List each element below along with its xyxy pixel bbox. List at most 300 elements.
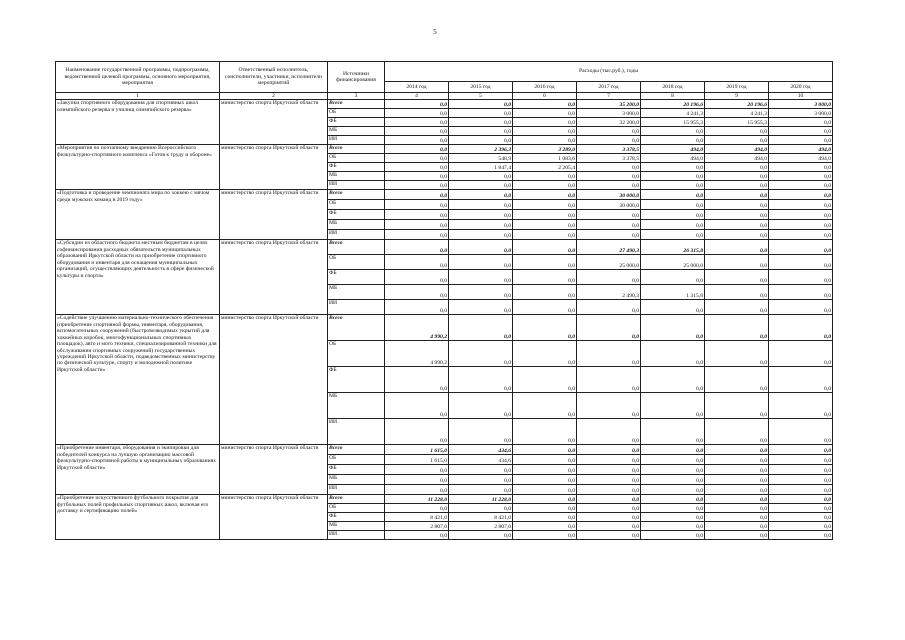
expense-value: 0,0: [769, 163, 833, 172]
expense-value: 3 289,0: [513, 145, 577, 154]
expense-value: 0,0: [641, 367, 705, 393]
expense-value: 0,0: [513, 270, 577, 285]
header-column-number: 4: [385, 93, 449, 100]
expense-value: 0,0: [513, 465, 577, 475]
funding-source: ОБ: [328, 455, 385, 465]
expense-value: 0,0: [769, 315, 833, 341]
page-number: 5: [433, 28, 437, 36]
expense-value: 494,0: [641, 154, 705, 163]
expense-value: 0,0: [769, 127, 833, 136]
expense-value: 0,0: [705, 210, 769, 220]
expense-value: 0,0: [769, 270, 833, 285]
expense-value: 0,0: [577, 445, 641, 455]
measure-name: «Подготовка и проведение чемпионата мира по хоккею с мячом среди мужских команд в 2019 году»: [56, 190, 220, 240]
expense-value: 35 200,0: [577, 100, 641, 109]
expense-value: 0,0: [769, 200, 833, 210]
expense-value: 0,0: [385, 190, 449, 200]
expense-value: 0,0: [449, 127, 513, 136]
expense-value: 11 228,0: [449, 495, 513, 504]
expense-value: 0,0: [769, 240, 833, 255]
expense-value: 0,0: [449, 230, 513, 240]
expense-value: 0,0: [769, 455, 833, 465]
expense-value: 0,0: [513, 513, 577, 522]
table-row: [56, 445, 833, 455]
table-row: [56, 100, 833, 109]
expense-value: 0,0: [449, 270, 513, 285]
expense-value: 0,0: [769, 285, 833, 300]
expense-value: 0,0: [577, 513, 641, 522]
measure-name: «Приобретение инвентаря, оборудования и экипировки для победителей конкурса на лучшую организацию массовой физкультурно-спортивной работы в муниципальных образованиях Иркутской области»: [56, 445, 220, 495]
expense-value: 1 615,0: [385, 455, 449, 465]
expense-value: 0,0: [641, 419, 705, 445]
expense-value: 0,0: [385, 163, 449, 172]
table-row: [56, 495, 833, 504]
expense-value: 0,0: [385, 240, 449, 255]
expense-value: 0,0: [705, 531, 769, 540]
expense-value: 0,0: [705, 445, 769, 455]
expense-value: 0,0: [513, 100, 577, 109]
expense-value: 25 000,0: [641, 255, 705, 270]
expense-value: 0,0: [449, 475, 513, 485]
expense-value: 8 421,0: [449, 513, 513, 522]
expense-value: 0,0: [449, 181, 513, 190]
expense-value: 0,0: [641, 485, 705, 495]
header-year: 2014 год: [385, 82, 449, 93]
expense-value: 30 000,0: [577, 190, 641, 200]
expense-value: 0,0: [577, 230, 641, 240]
expense-value: 0,0: [513, 230, 577, 240]
expense-value: 0,0: [385, 181, 449, 190]
funding-source: МБ: [328, 393, 385, 419]
expense-value: 0,0: [705, 270, 769, 285]
expense-value: 3 000,0: [769, 109, 833, 118]
responsible-executor: министерство спорта Иркутской области: [220, 315, 328, 445]
expense-value: 0,0: [769, 522, 833, 531]
expense-value: 0,0: [385, 419, 449, 445]
expense-value: 0,0: [705, 163, 769, 172]
expense-value: 0,0: [449, 100, 513, 109]
header-year: 2020 год: [769, 82, 833, 93]
expense-value: 4 990,2: [385, 341, 449, 367]
expense-value: 0,0: [705, 393, 769, 419]
expense-value: 0,0: [641, 475, 705, 485]
expense-value: 0,0: [449, 200, 513, 210]
expense-value: 4 990,2: [385, 315, 449, 341]
table-row: [56, 190, 833, 200]
expense-value: 0,0: [641, 513, 705, 522]
expense-value: 0,0: [577, 220, 641, 230]
expense-value: 0,0: [769, 419, 833, 445]
expense-value: 0,0: [577, 485, 641, 495]
expense-value: 1 083,6: [513, 154, 577, 163]
expense-value: 0,0: [385, 172, 449, 181]
funding-source: ФБ: [328, 210, 385, 220]
measure-name: «Закупки спортивного оборудования для спортивных школ олимпийского резерва и училищ олимпийского резерва»: [56, 100, 220, 145]
expense-value: 0,0: [769, 513, 833, 522]
expense-value: 0,0: [513, 190, 577, 200]
funding-source: ИИ: [328, 300, 385, 315]
expense-value: 0,0: [769, 300, 833, 315]
expense-value: 0,0: [577, 504, 641, 513]
expense-value: 1 847,4: [449, 163, 513, 172]
expense-value: 0,0: [385, 504, 449, 513]
expense-value: 0,0: [513, 240, 577, 255]
expense-value: 0,0: [641, 181, 705, 190]
expense-value: 0,0: [385, 485, 449, 495]
table-row: [56, 145, 833, 154]
expense-value: 0,0: [577, 181, 641, 190]
expense-value: 494,0: [705, 145, 769, 154]
expense-value: 0,0: [769, 465, 833, 475]
header-year: 2018 год: [641, 82, 705, 93]
funding-source: Всего: [328, 240, 385, 255]
expense-value: 548,9: [449, 154, 513, 163]
funding-source: ФБ: [328, 367, 385, 393]
expense-value: 0,0: [513, 118, 577, 127]
expense-value: 0,0: [513, 393, 577, 419]
expense-value: 0,0: [385, 465, 449, 475]
expense-value: 26 315,8: [641, 240, 705, 255]
expense-value: 0,0: [705, 504, 769, 513]
expense-value: 0,0: [577, 531, 641, 540]
expense-value: 0,0: [385, 270, 449, 285]
expense-value: 0,0: [705, 127, 769, 136]
expense-value: 0,0: [577, 341, 641, 367]
measure-name: «Содействие улучшению материально-технического обеспечения (приобретение спортивной формы, инвентаря, оборудования, вспомогательных сооружений (быстровозводимых укрытий для хоккейных коробок, многофункциональных спортивных площадок), авто и мото техники, специализированной техники для обслуживания спортивных сооружений) государственных учреждений Иркутской области, подведомственных министерству по физической культуре, спорту и молодежной политике Иркутской области»: [56, 315, 220, 445]
expense-value: 0,0: [705, 181, 769, 190]
header-column-number: 3: [328, 93, 385, 100]
expense-value: 0,0: [449, 485, 513, 495]
expense-value: 0,0: [577, 393, 641, 419]
expense-value: 0,0: [769, 220, 833, 230]
expense-value: 0,0: [769, 393, 833, 419]
expense-value: 2 396,3: [449, 145, 513, 154]
expense-value: 0,0: [641, 127, 705, 136]
expense-value: 0,0: [449, 300, 513, 315]
funding-source: ФБ: [328, 163, 385, 172]
expense-value: 0,0: [641, 531, 705, 540]
expense-value: 0,0: [769, 504, 833, 513]
responsible-executor: министерство спорта Иркутской области: [220, 100, 328, 145]
expense-value: 0,0: [513, 522, 577, 531]
expense-value: 0,0: [385, 300, 449, 315]
funding-source: МБ: [328, 172, 385, 181]
expense-value: 494,0: [641, 145, 705, 154]
expense-value: 0,0: [449, 220, 513, 230]
funding-source: ОБ: [328, 154, 385, 163]
expense-value: 0,0: [641, 495, 705, 504]
expense-value: 0,0: [641, 200, 705, 210]
expense-value: 8 421,0: [385, 513, 449, 522]
expense-value: 0,0: [513, 475, 577, 485]
expense-value: 0,0: [769, 181, 833, 190]
expense-value: 1 315,8: [641, 285, 705, 300]
expense-value: 0,0: [449, 118, 513, 127]
expense-value: 0,0: [577, 210, 641, 220]
expense-value: 0,0: [577, 455, 641, 465]
expense-value: 2 205,4: [513, 163, 577, 172]
expense-value: 0,0: [769, 255, 833, 270]
header-column-number: 5: [449, 93, 513, 100]
expense-value: 3 378,5: [577, 145, 641, 154]
expense-value: 30 000,0: [577, 200, 641, 210]
responsible-executor: министерство спорта Иркутской области: [220, 190, 328, 240]
expense-value: 2 490,3: [577, 285, 641, 300]
expense-value: 0,0: [577, 367, 641, 393]
expense-value: 0,0: [641, 210, 705, 220]
expense-value: 0,0: [513, 136, 577, 145]
header-year: 2015 год: [449, 82, 513, 93]
expense-value: 0,0: [577, 136, 641, 145]
funding-source: ФБ: [328, 465, 385, 475]
funding-source: Всего: [328, 145, 385, 154]
expense-value: 0,0: [705, 240, 769, 255]
funding-source: Всего: [328, 315, 385, 341]
table-row: [56, 240, 833, 255]
expense-value: 0,0: [641, 172, 705, 181]
expense-value: 0,0: [449, 172, 513, 181]
responsible-executor: министерство спорта Иркутской области: [220, 145, 328, 190]
expense-value: 0,0: [577, 127, 641, 136]
expense-value: 0,0: [769, 172, 833, 181]
expense-value: 0,0: [641, 300, 705, 315]
expense-value: 0,0: [705, 136, 769, 145]
expense-value: 0,0: [769, 136, 833, 145]
expense-value: 0,0: [641, 220, 705, 230]
header-column-number: 10: [769, 93, 833, 100]
expense-value: 0,0: [577, 522, 641, 531]
expense-value: 0,0: [577, 475, 641, 485]
expense-value: 0,0: [449, 255, 513, 270]
expense-value: 32 200,0: [577, 118, 641, 127]
funding-source: ОБ: [328, 504, 385, 513]
expense-value: 0,0: [385, 475, 449, 485]
expense-value: 3 000,0: [577, 109, 641, 118]
header-column-number: 1: [56, 93, 220, 100]
expense-value: 3 000,0: [769, 100, 833, 109]
expense-value: 11 228,0: [385, 495, 449, 504]
funding-source: ОБ: [328, 341, 385, 367]
responsible-executor: министерство спорта Иркутской области: [220, 240, 328, 315]
expense-value: 0,0: [449, 504, 513, 513]
expense-value: 0,0: [449, 465, 513, 475]
responsible-executor: министерство спорта Иркутской области: [220, 495, 328, 540]
header-name: Наименование государственной программы, подпрограммы, ведомственной целевой программы, основного мероприятия, мероприятия: [56, 62, 220, 93]
expense-value: 0,0: [705, 230, 769, 240]
expense-value: 0,0: [705, 495, 769, 504]
expense-value: 4 241,3: [641, 109, 705, 118]
header-year: 2019 год: [705, 82, 769, 93]
expense-value: 0,0: [769, 485, 833, 495]
expense-value: 2 807,0: [449, 522, 513, 531]
expense-value: 0,0: [577, 163, 641, 172]
header-year: 2016 год: [513, 82, 577, 93]
funding-source: ОБ: [328, 109, 385, 118]
expense-value: 0,0: [449, 531, 513, 540]
expense-value: 0,0: [641, 136, 705, 145]
expense-value: 0,0: [449, 419, 513, 445]
expense-value: 0,0: [641, 190, 705, 200]
expense-value: 0,0: [769, 531, 833, 540]
expense-value: 0,0: [449, 240, 513, 255]
header-source: Источники финансирования: [328, 62, 385, 93]
header-year: 2017 год: [577, 82, 641, 93]
expense-value: 0,0: [449, 315, 513, 341]
expense-value: 0,0: [769, 230, 833, 240]
expense-value: 0,0: [705, 465, 769, 475]
funding-source: МБ: [328, 127, 385, 136]
financing-table: [55, 61, 833, 540]
expense-value: 0,0: [769, 367, 833, 393]
expense-value: 0,0: [513, 315, 577, 341]
expense-value: 0,0: [385, 118, 449, 127]
expense-value: 0,0: [641, 230, 705, 240]
expense-value: 0,0: [577, 419, 641, 445]
expense-value: 0,0: [449, 136, 513, 145]
expense-value: 0,0: [449, 190, 513, 200]
expense-value: 0,0: [513, 504, 577, 513]
expense-value: 0,0: [385, 109, 449, 118]
funding-source: МБ: [328, 522, 385, 531]
expense-value: 0,0: [705, 522, 769, 531]
expense-value: 0,0: [513, 445, 577, 455]
funding-source: Всего: [328, 190, 385, 200]
expense-value: 0,0: [449, 393, 513, 419]
expense-value: 1 615,0: [385, 445, 449, 455]
table-row: [56, 315, 833, 341]
expense-value: 0,0: [705, 255, 769, 270]
expense-value: 4 241,3: [705, 109, 769, 118]
expense-value: 0,0: [513, 485, 577, 495]
expense-value: 0,0: [641, 270, 705, 285]
expense-value: 0,0: [513, 109, 577, 118]
expense-value: 20 196,6: [641, 100, 705, 109]
funding-source: ИИ: [328, 230, 385, 240]
expense-value: 0,0: [641, 163, 705, 172]
expense-value: 15 955,3: [705, 118, 769, 127]
funding-source: ИИ: [328, 181, 385, 190]
expense-value: 0,0: [705, 190, 769, 200]
expense-value: 0,0: [513, 200, 577, 210]
expense-value: 0,0: [705, 300, 769, 315]
expense-value: 0,0: [385, 531, 449, 540]
header-column-number: 6: [513, 93, 577, 100]
expense-value: 0,0: [513, 285, 577, 300]
header-column-number: 7: [577, 93, 641, 100]
funding-source: МБ: [328, 475, 385, 485]
expense-value: 0,0: [705, 315, 769, 341]
header-column-number: 2: [220, 93, 328, 100]
expense-value: 0,0: [449, 109, 513, 118]
funding-source: ФБ: [328, 270, 385, 285]
expense-value: 0,0: [449, 210, 513, 220]
expense-value: 0,0: [449, 285, 513, 300]
expense-value: 0,0: [577, 495, 641, 504]
expense-value: 0,0: [641, 393, 705, 419]
header-responsible: Ответственный исполнитель, соисполнители, участники, исполнители мероприятий: [220, 62, 328, 93]
expense-value: 0,0: [705, 455, 769, 465]
funding-source: Всего: [328, 100, 385, 109]
funding-source: ИИ: [328, 531, 385, 540]
measure-name: «Приобретение искусственного футбольного покрытия для футбольных полей профильных спортивных школ, включая его доставку и сертификацию полей»: [56, 495, 220, 540]
expense-value: 0,0: [577, 315, 641, 341]
expense-value: 0,0: [385, 285, 449, 300]
funding-source: ИИ: [328, 136, 385, 145]
expense-value: 0,0: [449, 367, 513, 393]
expense-value: 0,0: [641, 341, 705, 367]
expense-value: 0,0: [513, 341, 577, 367]
expense-value: 0,0: [385, 136, 449, 145]
funding-source: ИИ: [328, 485, 385, 495]
expense-value: 0,0: [385, 100, 449, 109]
expense-value: 494,0: [769, 154, 833, 163]
expense-value: 0,0: [769, 495, 833, 504]
expense-value: 0,0: [705, 485, 769, 495]
expense-value: 0,0: [641, 445, 705, 455]
funding-source: ФБ: [328, 513, 385, 522]
expense-value: 0,0: [385, 154, 449, 163]
expense-value: 494,0: [769, 145, 833, 154]
expense-value: 494,0: [705, 154, 769, 163]
expense-value: 0,0: [705, 200, 769, 210]
expense-value: 0,0: [385, 127, 449, 136]
expense-value: 15 955,3: [641, 118, 705, 127]
expense-value: 0,0: [705, 475, 769, 485]
expense-value: 0,0: [513, 455, 577, 465]
expense-value: 0,0: [705, 220, 769, 230]
expense-value: 27 490,3: [577, 240, 641, 255]
expense-value: 0,0: [385, 200, 449, 210]
expense-value: 0,0: [705, 367, 769, 393]
expense-value: 434,6: [449, 445, 513, 455]
expense-value: 0,0: [769, 210, 833, 220]
funding-source: ИИ: [328, 419, 385, 445]
expense-value: 0,0: [513, 495, 577, 504]
expense-value: 0,0: [513, 367, 577, 393]
expense-value: 0,0: [577, 270, 641, 285]
expense-value: 0,0: [513, 220, 577, 230]
expense-value: 0,0: [641, 465, 705, 475]
expense-value: 0,0: [385, 255, 449, 270]
expense-value: 0,0: [513, 255, 577, 270]
funding-source: МБ: [328, 220, 385, 230]
expense-value: 0,0: [769, 445, 833, 455]
expense-value: 25 000,0: [577, 255, 641, 270]
expense-value: 434,6: [449, 455, 513, 465]
expense-value: 0,0: [769, 341, 833, 367]
header-column-number: 8: [641, 93, 705, 100]
expense-value: 0,0: [641, 455, 705, 465]
measure-name: «Субсидии из областного бюджета местным бюджетам в целях софинансирования расходных обязательств муниципальных образований Иркутской области на приобретение спортивного оборудования и инвентаря для оснащения муниципальных организаций, осуществляющих деятельность в сфере физической культуры и спорта»: [56, 240, 220, 315]
expense-value: 0,0: [641, 504, 705, 513]
funding-source: ФБ: [328, 118, 385, 127]
measure-name: «Мероприятия по поэтапному внедрению Всероссийского физкультурно-спортивного комплекса «Готов к труду и обороне»: [56, 145, 220, 190]
funding-source: ОБ: [328, 255, 385, 270]
expense-value: 0,0: [577, 172, 641, 181]
expense-value: 0,0: [385, 145, 449, 154]
header-column-number: 9: [705, 93, 769, 100]
expense-value: 0,0: [513, 300, 577, 315]
header-expenses: Расходы (тыс.руб.), годы: [385, 62, 833, 82]
expense-value: 0,0: [705, 285, 769, 300]
expense-value: 20 196,6: [705, 100, 769, 109]
expense-value: 0,0: [641, 315, 705, 341]
expense-value: 0,0: [705, 172, 769, 181]
funding-source: Всего: [328, 495, 385, 504]
expense-value: 0,0: [385, 220, 449, 230]
expense-value: 0,0: [513, 419, 577, 445]
expense-value: 0,0: [705, 419, 769, 445]
